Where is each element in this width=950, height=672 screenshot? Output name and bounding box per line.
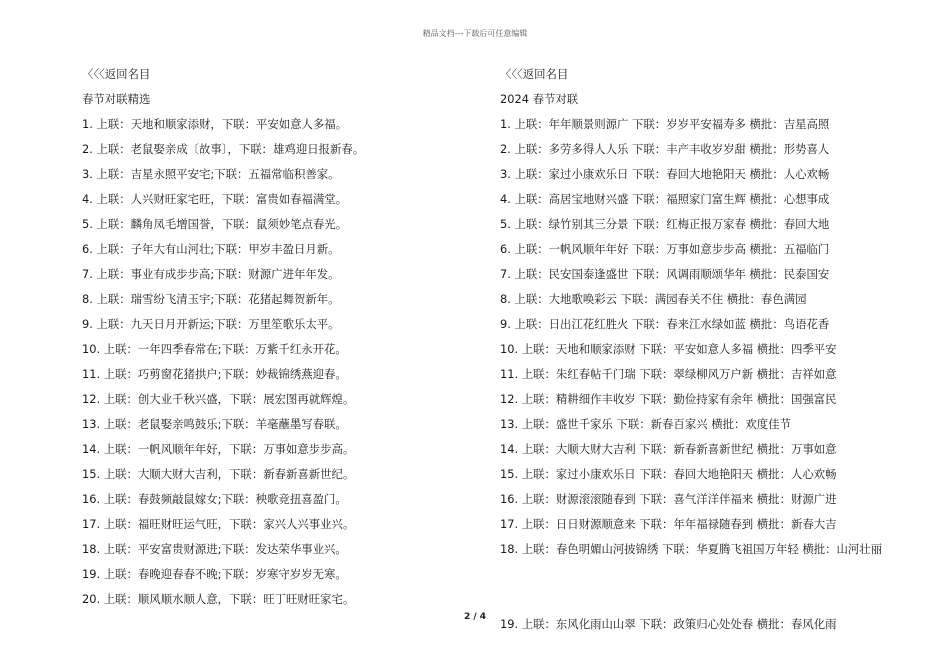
couplet-item: 2. 上联：老鼠娶亲成〔故事〕，下联：雄鸡迎日报新春。 bbox=[82, 142, 365, 156]
couplet-item: 11. 上联：朱红春帖千门瑞 下联：翠绿柳风万户新 横批：吉祥如意 bbox=[500, 367, 837, 381]
couplet-item: 5. 上联：绿竹别其三分景 下联：红梅正报万家春 横批：春回大地 bbox=[500, 217, 830, 231]
back-to-toc-link[interactable]: 〈〈〈返回名目 bbox=[82, 67, 151, 81]
couplet-item: 8. 上联：瑞雪纷飞清玉宇;下联：花猪起舞贺新年。 bbox=[82, 292, 340, 306]
couplet-item: 5. 上联：麟角凤毛增国誉，下联：鼠须妙笔点春光。 bbox=[82, 217, 348, 231]
couplet-item: 9. 上联：日出江花红胜火 下联：春来江水绿如蓝 横批：鸟语花香 bbox=[500, 317, 830, 331]
couplet-item: 12. 上联：创大业千秋兴盛，下联：展宏图再就辉煌。 bbox=[82, 392, 355, 406]
couplet-item: 6. 上联：子年大有山河壮;下联：甲岁丰盈日月新。 bbox=[82, 242, 340, 256]
couplet-item: 10. 上联：天地和顺家添财 下联：平安如意人多福 横批：四季平安 bbox=[500, 342, 837, 356]
couplet-item: 19. 上联：春晚迎春春不晚;下联：岁寒守岁岁无寒。 bbox=[82, 567, 347, 581]
couplet-item: 3. 上联：家过小康欢乐日 下联：春回大地艳阳天 横批：人心欢畅 bbox=[500, 167, 830, 181]
couplet-item: 11. 上联：巧剪窗花猪拱户;下联：妙裁锦绣燕迎春。 bbox=[82, 367, 347, 381]
couplet-item: 17. 上联：福旺财旺运气旺，下联：家兴人兴事业兴。 bbox=[82, 517, 355, 531]
couplet-item: 4. 上联：人兴财旺家宅旺，下联：富贵如春福满堂。 bbox=[82, 192, 348, 206]
couplet-item: 16. 上联：财源滚滚随春到 下联：喜气洋洋伴福来 横批：财源广进 bbox=[500, 492, 837, 506]
couplet-item: 3. 上联：吉星永照平安宅;下联：五福常临积善家。 bbox=[82, 167, 340, 181]
couplet-item: 19. 上联：东风化雨山山翠 下联：政策归心处处春 横批：春风化雨 bbox=[500, 617, 837, 631]
section-title: 2024 春节对联 bbox=[500, 92, 579, 106]
couplet-item: 8. 上联：大地歌唤彩云 下联：满园春关不住 横批：春色满园 bbox=[500, 292, 807, 306]
couplet-item: 14. 上联：大顺大财大吉利 下联：新春新喜新世纪 横批：万事如意 bbox=[500, 442, 837, 456]
couplet-item: 1. 上联：天地和顺家添财，下联：平安如意人多福。 bbox=[82, 117, 348, 131]
couplet-item: 1. 上联：年年顺景则源广 下联：岁岁平安福寿多 横批：吉星高照 bbox=[500, 117, 830, 131]
spacer bbox=[500, 566, 920, 616]
back-to-toc-link[interactable]: 〈〈〈返回名目 bbox=[500, 67, 569, 81]
couplet-item: 20. 上联：顺风顺水顺人意，下联：旺丁旺财旺家宅。 bbox=[82, 592, 355, 606]
couplet-item: 7. 上联：事业有成步步高;下联：财源广进年年发。 bbox=[82, 267, 340, 281]
couplet-item: 2. 上联：多劳多得人人乐 下联：丰产丰收岁岁甜 横批：形势喜人 bbox=[500, 142, 830, 156]
couplet-item: 4. 上联：高居宝地财兴盛 下联：福照家门富生辉 横批：心想事成 bbox=[500, 192, 830, 206]
couplet-item: 9. 上联：九天日月开新运;下联：万里笙歌乐太平。 bbox=[82, 317, 340, 331]
couplet-item: 13. 上联：老鼠娶亲鸣鼓乐;下联：羊毫蘸墨写春联。 bbox=[82, 417, 347, 431]
left-column bbox=[82, 66, 502, 616]
couplet-item: 12. 上联：精耕细作丰收岁 下联：勤俭持家有余年 横批：国强富民 bbox=[500, 392, 837, 406]
couplet-item: 14. 上联：一帆风顺年年好，下联：万事如意步步高。 bbox=[82, 442, 355, 456]
page-number: 2 / 4 bbox=[463, 612, 487, 622]
couplet-item: 10. 上联：一年四季春常在;下联：万紫千红永开花。 bbox=[82, 342, 347, 356]
couplet-item: 15. 上联：大顺大财大吉利，下联：新春新喜新世纪。 bbox=[82, 467, 355, 481]
couplet-item: 16. 上联：春鼓频敲鼠嫁女;下联：秧歌竞扭喜盈门。 bbox=[82, 492, 347, 506]
couplet-item: 17. 上联：日日财源顺意来 下联：年年福禄随春到 横批：新春大吉 bbox=[500, 517, 837, 531]
couplet-item: 18. 上联：平安富贵财源进;下联：发达荣华事业兴。 bbox=[82, 542, 347, 556]
couplet-item: 6. 上联：一帆风顺年年好 下联：万事如意步步高 横批：五福临门 bbox=[500, 242, 830, 256]
section-title: 春节对联精选 bbox=[82, 92, 151, 106]
page-header: 精品文档---下载后可任意编辑 bbox=[422, 29, 528, 38]
right-column bbox=[500, 66, 920, 641]
couplet-item: 13. 上联：盛世千家乐 下联：新春百家兴 横批：欢度佳节 bbox=[500, 417, 791, 431]
couplet-item: 15. 上联：家过小康欢乐日 下联：春回大地艳阳天 横批：人心欢畅 bbox=[500, 467, 837, 481]
couplet-item: 18. 上联：春色明媚山河披锦绣 下联：华夏腾飞祖国万年轻 横批：山河壮丽 bbox=[500, 542, 883, 556]
couplet-item: 7. 上联：民安国泰逢盛世 下联：风调雨顺颂华年 横批：民泰国安 bbox=[500, 267, 830, 281]
